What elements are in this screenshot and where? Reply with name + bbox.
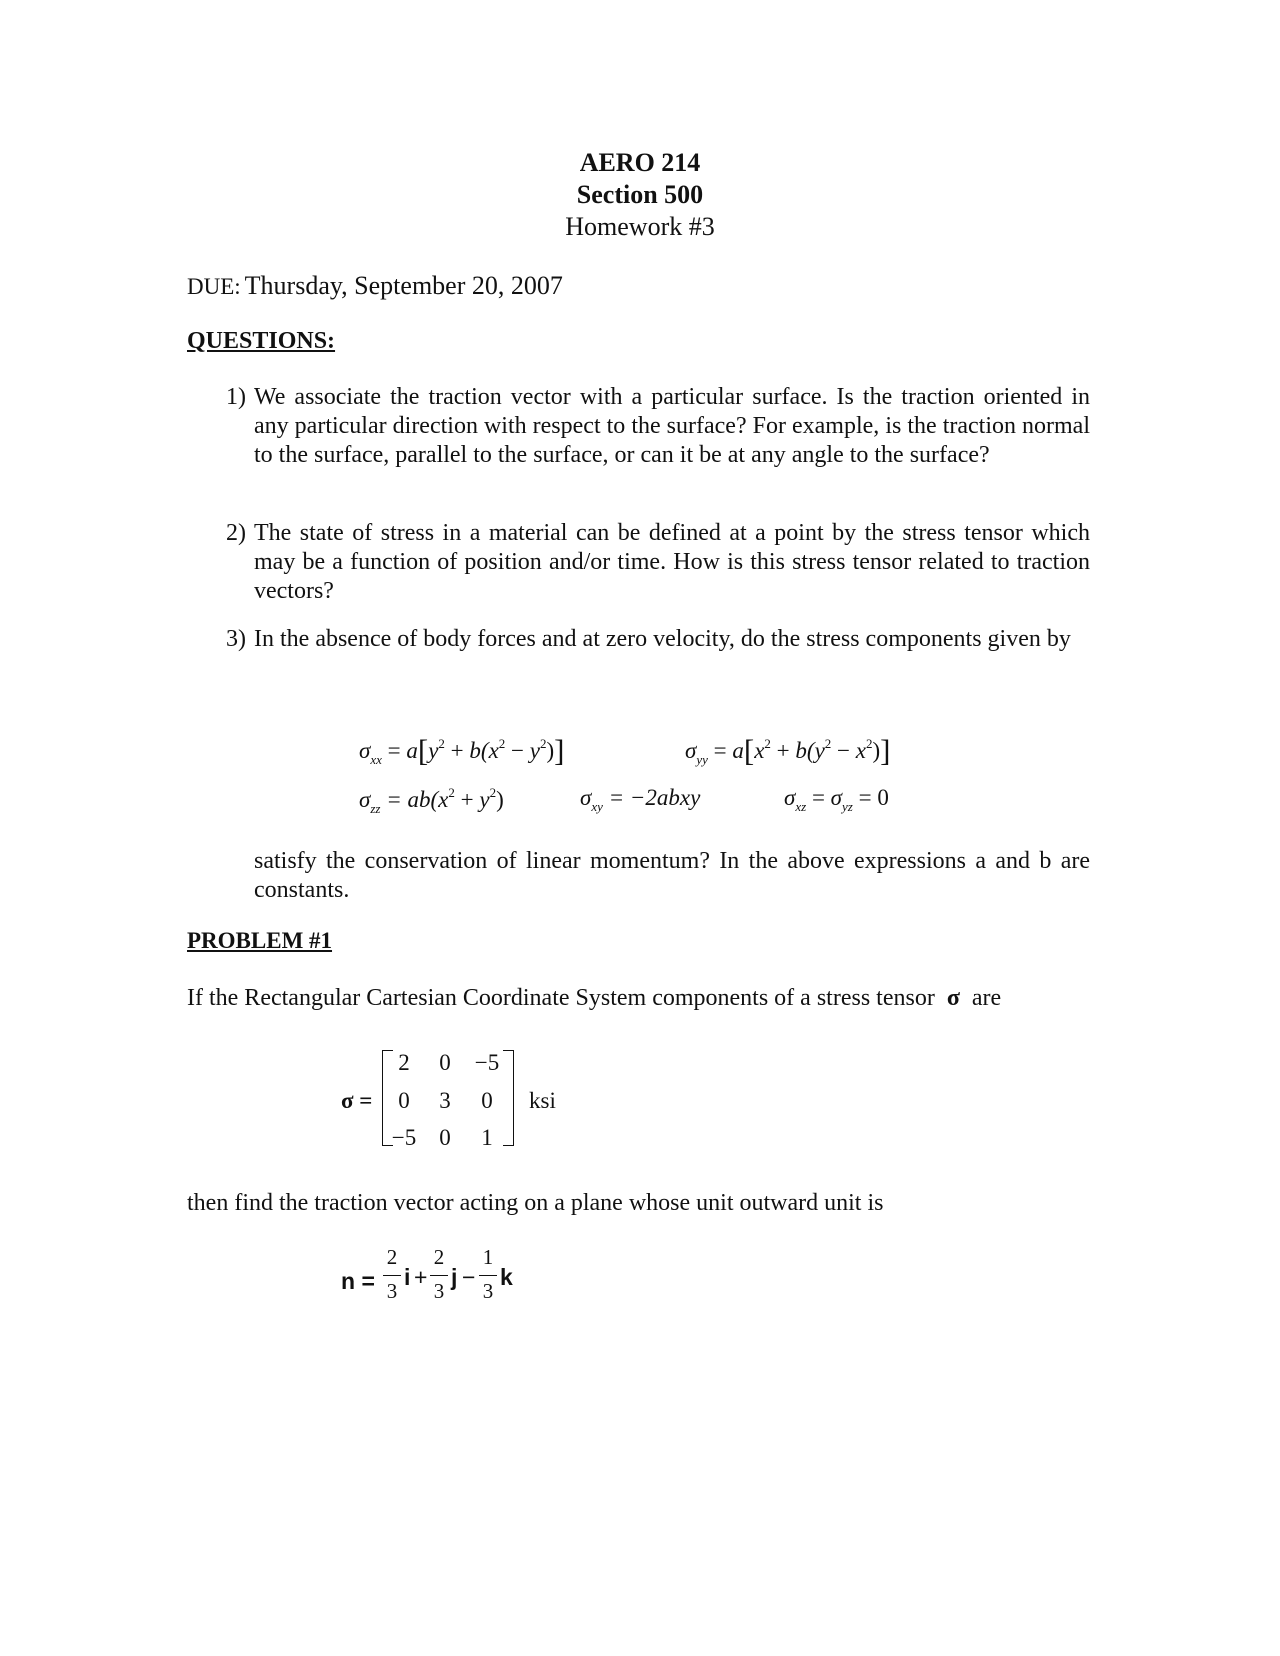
homework-title: Homework #3 — [565, 212, 715, 241]
question-number: 1) — [226, 384, 246, 410]
matrix-cell: 3 — [439, 1088, 451, 1113]
sigma-xy-sub: xy — [591, 799, 603, 814]
due-label: DUE: — [187, 274, 241, 299]
matrix-cell: 1 — [481, 1125, 493, 1150]
equation-sigma-zz: $\sigma_{zz} = ab(x^2 + y^2)$ — [359, 785, 504, 816]
sigma-bold-symbol: σ — [946, 985, 960, 1011]
matrix-cell: −5 — [391, 1125, 417, 1150]
fraction-bar — [430, 1275, 448, 1276]
matrix-cell: 0 — [398, 1088, 410, 1113]
plus-operator: + — [414, 1264, 428, 1290]
matrix-cell: 0 — [481, 1088, 493, 1113]
unit-vector-j: j — [451, 1264, 458, 1290]
question-3-continuation — [254, 847, 1090, 905]
due-date: Thursday, September 20, 2007 — [244, 271, 563, 300]
equation-sigma-xy: $\sigma_{xy}$ = −2abxy — [580, 785, 701, 814]
matrix-cell: 0 — [439, 1125, 451, 1150]
matrix-cell: −5 — [474, 1050, 500, 1075]
sigma-yz-sub: yz — [842, 799, 853, 814]
zero-rhs: = 0 — [858, 785, 889, 810]
equation-sigma-yy: $\sigma_{yy} = a[x^2 + b(y^2 - x^2)]$ — [685, 733, 891, 768]
questions-heading: QUESTIONS: — [187, 328, 336, 354]
fraction-numerator: 2 — [386, 1245, 398, 1269]
problem-intro-end: are — [971, 985, 1002, 1011]
sigma-xz-sub: xz — [795, 799, 807, 814]
normal-lhs: n = — [341, 1268, 375, 1294]
due-line — [187, 271, 563, 301]
minus-operator: − — [462, 1264, 476, 1290]
matrix-unit: ksi — [529, 1088, 556, 1113]
equation-sigma-xz-yz: $\sigma_{xz} = \sigma_{yz} = 0$ — [784, 785, 889, 814]
question-number: 3) — [226, 626, 246, 652]
question-text: The state of stress in a material can be defined at a point by the stress tensor which may be a function of position and/or time. How is this stress tensor related to traction vectors? — [254, 520, 1090, 604]
question-1 — [226, 383, 1090, 470]
fraction-bar — [383, 1275, 401, 1276]
unit-vector-k: k — [500, 1264, 513, 1290]
matrix-cell: 2 — [398, 1050, 410, 1075]
question-3-after-text: satisfy the conservation of linear momentum? In the above expressions a and b are constants. — [254, 848, 1090, 903]
question-text: In the absence of body forces and at zero velocity, do the stress components given by — [254, 626, 1071, 652]
matrix-lhs: σ = — [341, 1088, 373, 1113]
fraction-denominator: 3 — [386, 1279, 398, 1303]
unit-vector-i: i — [404, 1264, 411, 1290]
matrix-cell: 0 — [439, 1050, 451, 1075]
fraction-bar — [479, 1275, 497, 1276]
fraction-denominator: 3 — [482, 1279, 494, 1303]
sigma-xy-rhs: = −2abxy — [608, 785, 701, 810]
question-number: 2) — [226, 520, 246, 546]
question-text: We associate the traction vector with a particular surface. Is the traction oriented in any particular direction with respect to the surface? For example, is the traction normal to the surface, parallel to the surface, or can it be at any angle to the surface? — [254, 384, 1090, 468]
course-title: AERO 214 — [579, 148, 701, 177]
fraction-denominator: 3 — [433, 1279, 445, 1303]
question-3 — [226, 625, 1090, 654]
fraction-numerator: 2 — [433, 1245, 445, 1269]
problem-intro-line — [187, 985, 1001, 1012]
problem-followup: then find the traction vector acting on a plane whose unit outward unit is — [187, 1190, 884, 1216]
section-title: Section 500 — [576, 180, 704, 209]
equation-sigma-xx: $\sigma_{xx} = a[y^2 + b(x^2 - y^2)]$ — [359, 733, 565, 768]
problem-intro: If the Rectangular Cartesian Coordinate System components of a stress tensor — [187, 985, 935, 1011]
problem-heading: PROBLEM #1 — [187, 928, 333, 953]
question-2 — [226, 519, 1090, 606]
sigma-zz-rhs: = ab(x — [386, 787, 449, 812]
fraction-numerator: 1 — [482, 1245, 494, 1269]
